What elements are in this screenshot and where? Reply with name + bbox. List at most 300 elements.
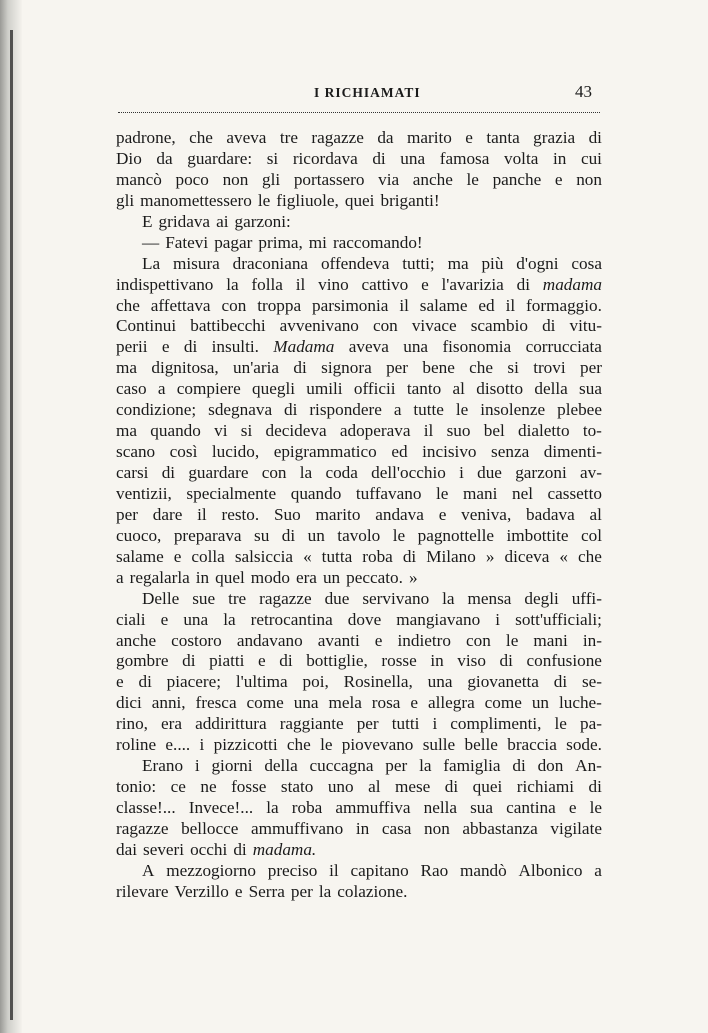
word: al bbox=[452, 379, 465, 399]
word: di bbox=[293, 358, 307, 378]
text-line bbox=[116, 547, 602, 568]
word: una bbox=[293, 693, 319, 713]
word: e bbox=[173, 546, 182, 566]
word: guardare: bbox=[187, 148, 253, 168]
word: veniva, bbox=[461, 504, 512, 524]
word: preparava bbox=[173, 525, 242, 545]
word: madama. bbox=[252, 839, 317, 859]
word: e bbox=[258, 651, 266, 671]
word: av- bbox=[579, 463, 602, 482]
word: poi, bbox=[302, 672, 329, 692]
word: l'avarizia bbox=[441, 274, 504, 294]
word: avanti bbox=[317, 630, 360, 650]
word: giovanetta bbox=[467, 672, 539, 692]
word: marito bbox=[406, 128, 452, 147]
word: non bbox=[222, 169, 249, 189]
word: la bbox=[419, 756, 432, 776]
word: tre bbox=[228, 588, 247, 608]
word: e bbox=[161, 337, 170, 357]
text-line bbox=[116, 693, 602, 714]
word: bottiglie, bbox=[306, 651, 368, 671]
word: richiami bbox=[516, 777, 575, 797]
word: dici bbox=[116, 693, 142, 713]
word: ma bbox=[116, 421, 137, 441]
word: parsimonia bbox=[312, 295, 389, 315]
word: i bbox=[199, 735, 205, 755]
word: per bbox=[385, 756, 408, 776]
word: garzoni: bbox=[234, 211, 291, 231]
word: era bbox=[161, 714, 183, 734]
word: che bbox=[286, 735, 311, 755]
word: indietro bbox=[397, 630, 451, 650]
word: poco bbox=[175, 169, 209, 189]
word: viso bbox=[457, 651, 486, 671]
word: mangiavano bbox=[396, 609, 481, 629]
word: scambio bbox=[470, 316, 529, 336]
text-line bbox=[116, 442, 602, 463]
running-title: I RICHIAMATI bbox=[314, 85, 421, 100]
word: era bbox=[295, 567, 317, 587]
word: il bbox=[295, 274, 306, 294]
text-line bbox=[116, 589, 602, 610]
word: capitano bbox=[350, 860, 409, 880]
word: confusione bbox=[526, 651, 602, 671]
word: preciso bbox=[267, 860, 318, 880]
word: al bbox=[368, 777, 381, 797]
word: piacere; bbox=[166, 672, 222, 692]
word: dignitosa, bbox=[151, 358, 219, 378]
word: mi bbox=[308, 232, 327, 252]
word: e bbox=[160, 609, 169, 629]
word: bene bbox=[422, 358, 455, 378]
word: portassero bbox=[293, 169, 365, 189]
word: via bbox=[378, 169, 400, 189]
word: il bbox=[423, 421, 434, 441]
word: di bbox=[279, 651, 293, 671]
word: cosa bbox=[571, 253, 602, 273]
word: della bbox=[264, 756, 298, 776]
word: vino bbox=[318, 274, 349, 294]
word: offendeva bbox=[320, 253, 390, 273]
word: bellocce bbox=[181, 818, 239, 838]
word: roba bbox=[362, 546, 393, 566]
word: di bbox=[588, 777, 602, 797]
word: di bbox=[233, 839, 247, 859]
word: ne bbox=[200, 777, 217, 797]
word: regalarla bbox=[129, 567, 190, 587]
word: colla bbox=[191, 546, 225, 566]
word: nella bbox=[423, 798, 458, 817]
word: allegra bbox=[427, 693, 475, 713]
word: tutte bbox=[413, 400, 444, 420]
text-line bbox=[116, 819, 602, 840]
text-line bbox=[116, 337, 602, 358]
word: figliuole, bbox=[276, 190, 339, 210]
word: » bbox=[485, 546, 495, 566]
word: si bbox=[266, 148, 279, 168]
word: uno bbox=[327, 777, 354, 797]
word: un'aria bbox=[233, 358, 280, 378]
word: luche- bbox=[558, 693, 602, 713]
word: se- bbox=[581, 672, 602, 692]
word: e bbox=[421, 274, 429, 294]
word: quei bbox=[344, 190, 375, 210]
word: la bbox=[223, 609, 236, 629]
word: a bbox=[594, 860, 602, 880]
word: la bbox=[266, 798, 279, 817]
word: uffi- bbox=[571, 588, 602, 608]
word: insolenze bbox=[480, 400, 546, 420]
word: draconiana bbox=[232, 253, 309, 273]
word: giorni bbox=[211, 756, 253, 776]
body-text bbox=[116, 128, 602, 903]
word: ed bbox=[478, 295, 495, 315]
word: una bbox=[427, 672, 453, 692]
text-line bbox=[116, 735, 602, 756]
word: don bbox=[537, 756, 564, 776]
word: compiere bbox=[176, 379, 241, 399]
word: epigrammatico bbox=[273, 442, 377, 462]
header-rule bbox=[118, 112, 600, 113]
word: coda bbox=[325, 463, 358, 482]
word: scano bbox=[116, 442, 156, 462]
word: An- bbox=[575, 756, 602, 776]
word: suo bbox=[446, 421, 471, 441]
word: tutti; bbox=[402, 253, 435, 273]
word: mese bbox=[394, 777, 431, 797]
word: famiglia bbox=[443, 756, 501, 776]
word: gli bbox=[116, 190, 135, 210]
page-number: 43 bbox=[575, 82, 592, 101]
word: tavolo bbox=[337, 525, 381, 545]
word: non bbox=[424, 818, 450, 838]
word: il bbox=[399, 295, 409, 315]
word: e bbox=[465, 128, 473, 147]
word: le bbox=[392, 525, 406, 545]
text-line bbox=[116, 379, 602, 400]
word: senza bbox=[491, 442, 530, 462]
word: su bbox=[254, 525, 270, 545]
word: » bbox=[408, 567, 418, 587]
word: ventizii, bbox=[116, 483, 172, 503]
word: le bbox=[320, 735, 333, 755]
word: volta bbox=[503, 148, 539, 168]
word: bel bbox=[483, 421, 505, 441]
word: di bbox=[372, 148, 386, 168]
word: si bbox=[507, 358, 519, 378]
text-line bbox=[116, 484, 602, 505]
text-line bbox=[116, 777, 602, 798]
word: andavano bbox=[236, 630, 303, 650]
word: di bbox=[499, 651, 513, 671]
word: abbastanza bbox=[462, 818, 538, 838]
word: che bbox=[577, 546, 602, 566]
word: misura bbox=[173, 253, 220, 273]
word: più bbox=[481, 253, 504, 273]
word: ciali bbox=[116, 609, 146, 629]
word: Milano bbox=[426, 546, 476, 566]
word: quel bbox=[215, 567, 245, 587]
word: quando bbox=[290, 483, 342, 503]
word: e bbox=[568, 798, 577, 817]
word: da bbox=[377, 128, 394, 147]
word: una bbox=[403, 337, 429, 357]
word: A bbox=[142, 860, 155, 880]
word: affettava bbox=[150, 295, 211, 315]
word: il bbox=[329, 860, 339, 880]
word: mani bbox=[463, 483, 498, 503]
word: mensa bbox=[467, 588, 512, 608]
word: in bbox=[430, 651, 444, 671]
text-line bbox=[116, 191, 602, 212]
word: garzoni bbox=[515, 463, 567, 482]
word: salsiccia bbox=[234, 546, 294, 566]
word: Madama bbox=[273, 337, 335, 357]
word: rispondere bbox=[309, 400, 382, 420]
word: umili bbox=[306, 379, 343, 399]
word: così bbox=[169, 442, 198, 462]
word: due bbox=[477, 463, 502, 482]
word: pagnottelle bbox=[417, 525, 494, 545]
word: Verzillo bbox=[174, 881, 229, 901]
word: — bbox=[142, 232, 160, 252]
word: le bbox=[589, 798, 602, 817]
word: signora bbox=[321, 358, 372, 378]
word: dimenti- bbox=[543, 442, 602, 462]
word: sue bbox=[192, 588, 216, 608]
word: per bbox=[290, 881, 313, 901]
word: i bbox=[194, 756, 200, 776]
word: di bbox=[512, 756, 526, 776]
word: di bbox=[553, 672, 568, 692]
word: le bbox=[505, 630, 519, 650]
word: severi bbox=[143, 839, 185, 859]
word: quei bbox=[472, 777, 503, 797]
word: imbottite bbox=[506, 525, 569, 545]
word: E bbox=[142, 211, 153, 231]
word: e bbox=[234, 881, 243, 901]
word: due bbox=[324, 588, 350, 608]
word: mandò bbox=[459, 860, 507, 880]
word: addirittura bbox=[195, 714, 267, 734]
word: anche bbox=[412, 169, 453, 189]
word: condizione; bbox=[116, 400, 197, 420]
word: decideva bbox=[265, 421, 327, 441]
word: diceva bbox=[504, 546, 550, 566]
word: con bbox=[261, 463, 287, 482]
word: aveva bbox=[226, 128, 267, 147]
word: cuccagna bbox=[309, 756, 374, 776]
word: classe!... bbox=[116, 798, 176, 817]
word: Erano bbox=[142, 756, 184, 776]
word: salame bbox=[419, 295, 468, 315]
word: che bbox=[189, 128, 213, 147]
word: una bbox=[183, 609, 209, 629]
text-line bbox=[116, 421, 602, 442]
word: fisonomia bbox=[442, 337, 512, 357]
word: Serra bbox=[248, 881, 285, 901]
word: colazione. bbox=[337, 881, 408, 901]
text-line bbox=[116, 463, 602, 484]
word: roline bbox=[116, 735, 157, 755]
word: caso bbox=[116, 379, 147, 399]
word: vitu- bbox=[569, 316, 602, 336]
word: le bbox=[466, 169, 479, 189]
word: gridava bbox=[158, 211, 211, 231]
word: al bbox=[589, 504, 602, 524]
word: servivano bbox=[362, 588, 430, 608]
word: di bbox=[444, 777, 459, 797]
text-line bbox=[116, 505, 602, 526]
word: il bbox=[505, 295, 516, 315]
word: il bbox=[197, 504, 207, 524]
word: dare bbox=[152, 504, 183, 524]
word: che bbox=[116, 295, 140, 315]
word: costoro bbox=[171, 630, 222, 650]
text-line bbox=[116, 296, 602, 317]
word: quando bbox=[150, 421, 201, 441]
text-line bbox=[116, 358, 602, 379]
text-line bbox=[116, 254, 602, 275]
word: l'ultima bbox=[235, 672, 288, 692]
word: tanta bbox=[486, 128, 520, 147]
word: disotto bbox=[476, 379, 524, 399]
word: di bbox=[284, 400, 298, 420]
text-line bbox=[116, 714, 602, 735]
running-header bbox=[118, 82, 600, 107]
word: tanto bbox=[406, 379, 442, 399]
word: Continui bbox=[116, 316, 177, 336]
word: sua bbox=[470, 798, 494, 817]
text-line bbox=[116, 568, 602, 589]
word: di bbox=[588, 128, 602, 147]
word: « bbox=[559, 546, 568, 566]
word: in bbox=[355, 818, 370, 838]
word: ce bbox=[170, 777, 186, 797]
word: raccomando! bbox=[332, 232, 423, 252]
word: salame bbox=[116, 546, 164, 566]
word: degli bbox=[524, 588, 559, 608]
word: come bbox=[484, 693, 522, 713]
word: piatti bbox=[209, 651, 245, 671]
word: folla bbox=[251, 274, 283, 294]
word: si bbox=[240, 421, 253, 441]
word: formaggio. bbox=[526, 295, 602, 315]
word: grazia bbox=[533, 128, 576, 147]
word: mezzogiorno bbox=[166, 860, 256, 880]
word: a bbox=[157, 379, 166, 399]
word: cantina bbox=[506, 798, 556, 817]
word: roba bbox=[291, 798, 323, 817]
word: sott'ufficiali; bbox=[515, 609, 602, 629]
word: perii bbox=[116, 337, 148, 357]
word: gombre bbox=[116, 651, 169, 671]
word: dove bbox=[347, 609, 382, 629]
word: a bbox=[116, 567, 124, 587]
word: le bbox=[257, 190, 271, 210]
word: di bbox=[183, 337, 198, 357]
word: in bbox=[195, 567, 210, 587]
word: i bbox=[432, 714, 438, 734]
word: Albonico bbox=[518, 860, 583, 880]
word: ammuffiva bbox=[335, 798, 411, 817]
word: Dio bbox=[116, 148, 142, 168]
word: specialmente bbox=[186, 483, 277, 503]
word: pagar bbox=[214, 232, 253, 252]
word: Rao bbox=[420, 860, 449, 880]
word: piovevano bbox=[341, 735, 414, 755]
word: to- bbox=[582, 421, 602, 441]
word: badava bbox=[526, 504, 575, 524]
word: a bbox=[393, 400, 402, 420]
word: per bbox=[386, 358, 409, 378]
text-line bbox=[116, 149, 602, 170]
word: ed bbox=[391, 442, 408, 462]
word: carsi bbox=[116, 463, 149, 482]
word: andava bbox=[375, 504, 424, 524]
word: retrocantina bbox=[250, 609, 333, 629]
text-line bbox=[116, 672, 602, 693]
text-line bbox=[116, 882, 602, 903]
word: le bbox=[455, 400, 469, 420]
word: pa- bbox=[579, 714, 602, 734]
word: peccato. bbox=[346, 567, 403, 587]
word: che bbox=[469, 358, 494, 378]
word: corrucciata bbox=[525, 337, 602, 357]
word: ragazze bbox=[116, 818, 169, 838]
word: quegli bbox=[252, 379, 295, 399]
text-line bbox=[116, 170, 602, 191]
word: aveva bbox=[348, 337, 389, 357]
word: ragazze bbox=[259, 588, 312, 608]
text-line bbox=[116, 400, 602, 421]
word: stato bbox=[280, 777, 314, 797]
word: la bbox=[318, 881, 332, 901]
word: resto. bbox=[221, 504, 260, 524]
word: cassetto bbox=[547, 483, 602, 503]
word: marito bbox=[315, 504, 361, 524]
word: di bbox=[161, 463, 176, 482]
word: tre bbox=[279, 128, 298, 147]
word: di bbox=[402, 546, 417, 566]
word: plebee bbox=[557, 400, 602, 420]
word: fosse bbox=[231, 777, 267, 797]
text-line bbox=[116, 631, 602, 652]
word: e.... bbox=[165, 735, 191, 755]
word: tutta bbox=[321, 546, 353, 566]
word: la bbox=[442, 588, 455, 608]
word: i bbox=[495, 609, 501, 629]
word: dialetto bbox=[518, 421, 570, 441]
word: i bbox=[459, 463, 464, 482]
word: nel bbox=[511, 483, 533, 503]
word: Suo bbox=[274, 504, 301, 524]
word: mancò bbox=[116, 169, 162, 189]
word: in bbox=[552, 148, 567, 168]
word: per bbox=[116, 504, 138, 524]
word: tuffavano bbox=[355, 483, 422, 503]
word: da bbox=[156, 148, 173, 168]
text-line bbox=[116, 610, 602, 631]
word: raggiante bbox=[279, 714, 344, 734]
word: sua bbox=[579, 379, 602, 399]
word: La bbox=[142, 253, 161, 273]
word: prima, bbox=[258, 232, 303, 252]
word: vi bbox=[214, 421, 228, 441]
word: ragazze bbox=[311, 128, 364, 147]
word: e bbox=[116, 672, 124, 692]
text-line bbox=[116, 233, 602, 254]
